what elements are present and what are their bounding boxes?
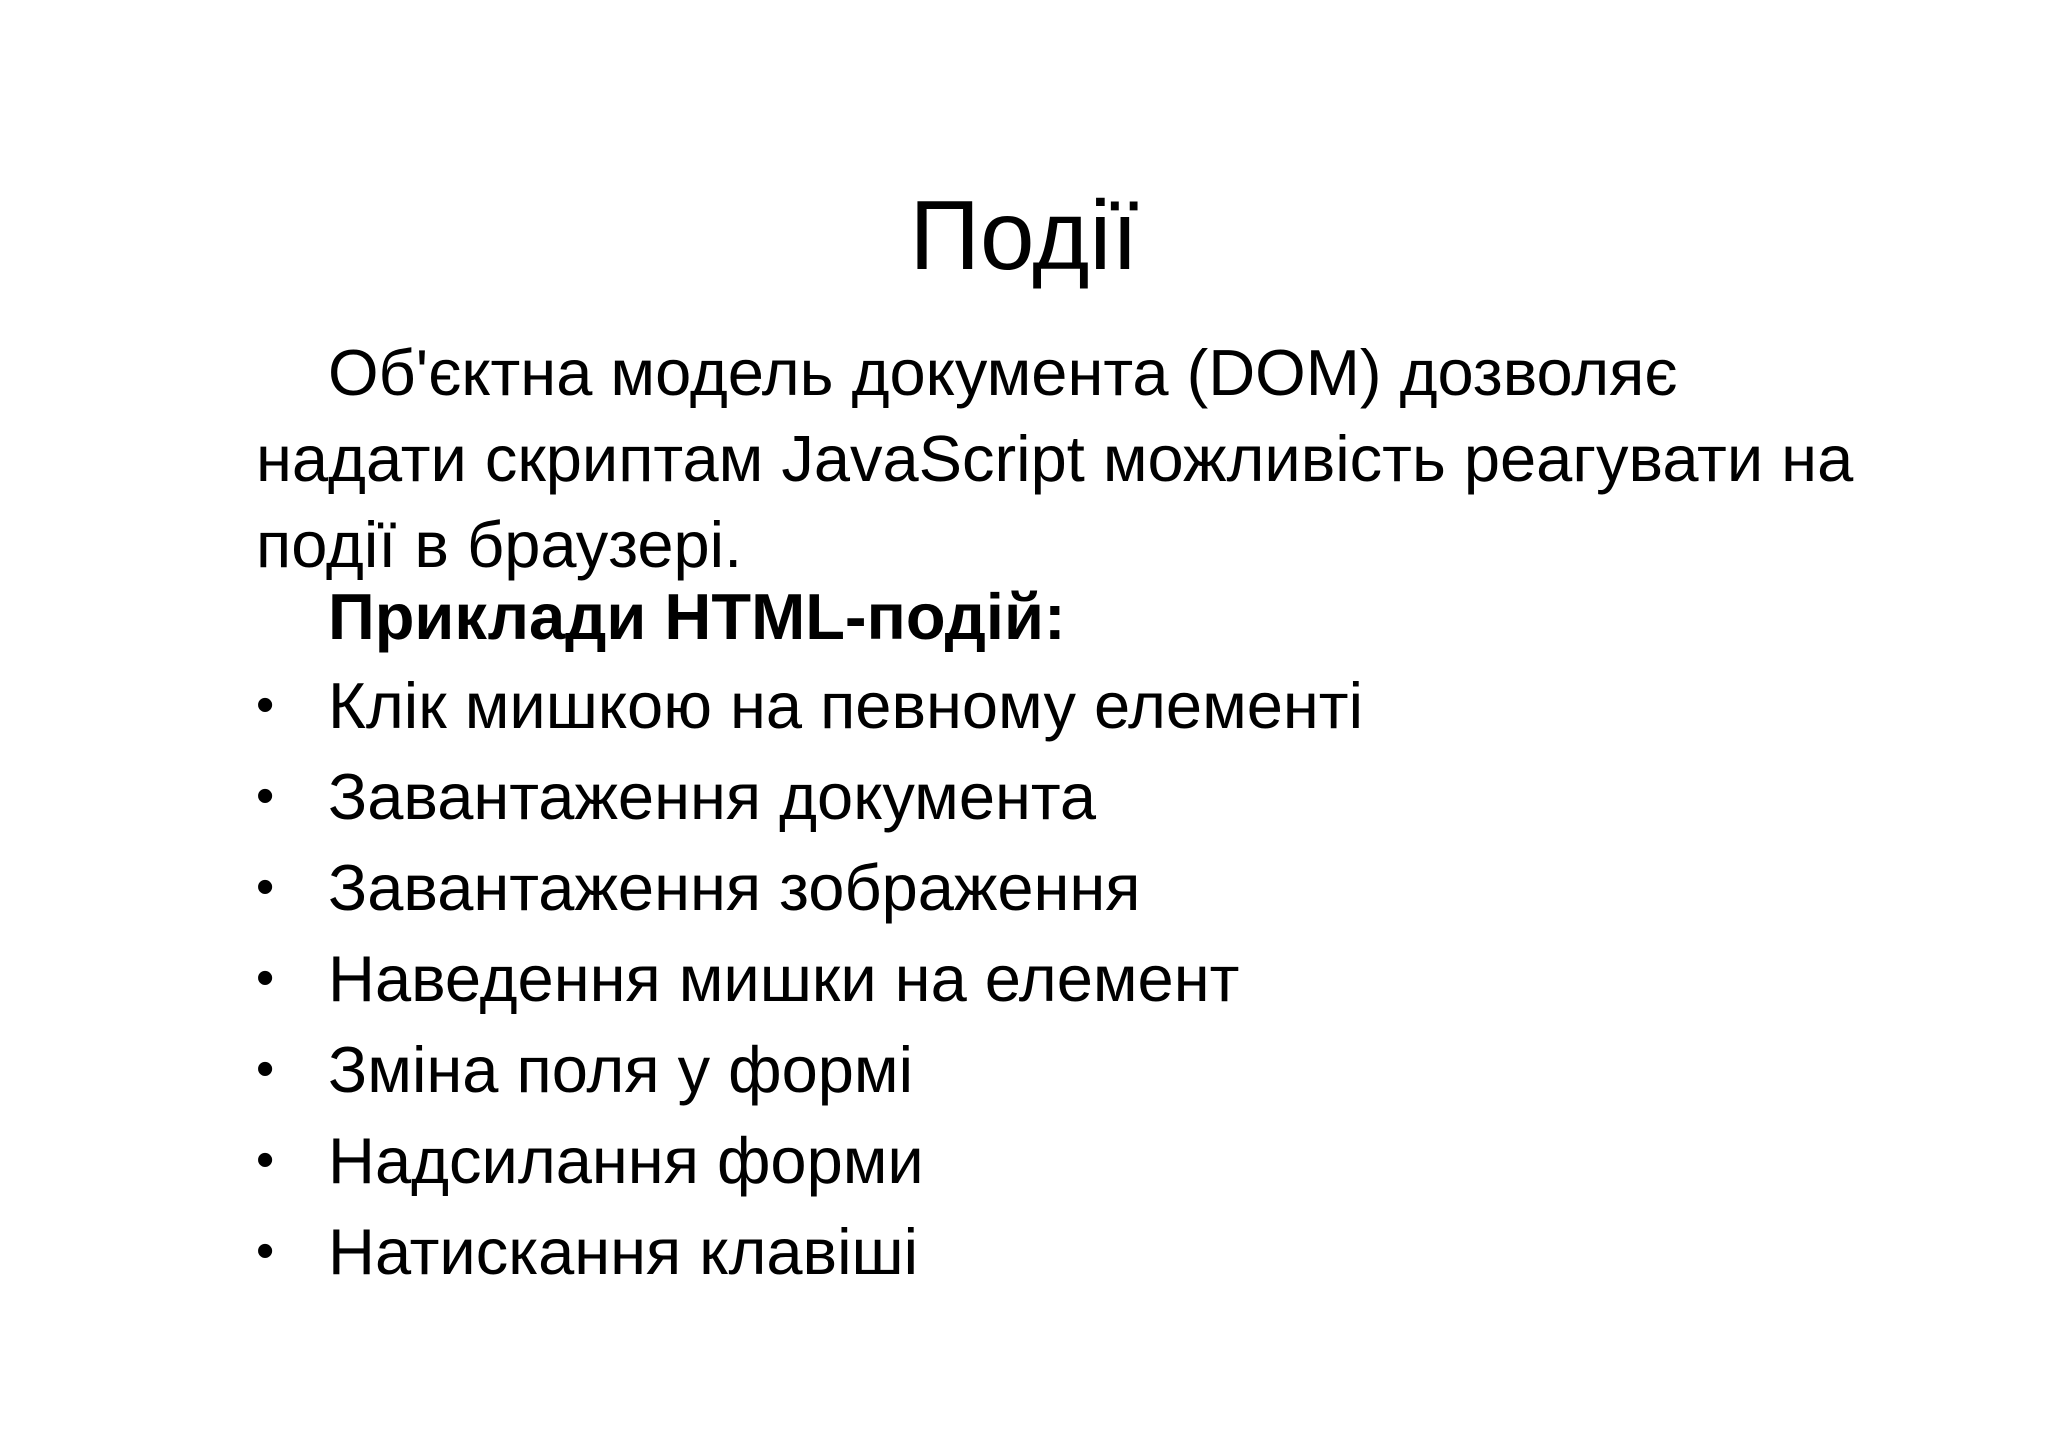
list-item (256, 1024, 1856, 1115)
list-item (256, 1206, 1856, 1297)
bullet-icon: • (256, 1222, 275, 1280)
list-item-text: Зміна поля у формі (328, 1033, 914, 1106)
list-item-text: Натискання клавіші (328, 1215, 919, 1288)
bullet-icon: • (256, 949, 275, 1007)
list-item (256, 842, 1856, 933)
slide-title: Події (909, 180, 1139, 290)
bullet-icon: • (256, 858, 275, 916)
list-item-text: Завантаження документа (328, 760, 1097, 833)
list-item-text: Завантаження зображення (328, 851, 1141, 924)
bullet-icon: • (256, 676, 275, 734)
list-item (256, 933, 1856, 1024)
list-item (256, 660, 1856, 751)
examples-heading: Приклади HTML-подій: (328, 580, 1066, 653)
list-item-text: Надсилання форми (328, 1124, 924, 1197)
intro-paragraph: Об'єктна модель документа (DOM) дозволяє надати скриптам JavaScript можливість реагувати на події в браузері. (256, 336, 1854, 581)
list-item (256, 1115, 1856, 1206)
bullet-icon: • (256, 767, 275, 825)
list-item (256, 751, 1856, 842)
bullet-icon: • (256, 1040, 275, 1098)
event-list (256, 660, 1856, 1297)
list-item-text: Клік мишкою на певному елементі (328, 669, 1364, 742)
list-item-text: Наведення мишки на елемент (328, 942, 1240, 1015)
bullet-icon: • (256, 1131, 275, 1189)
